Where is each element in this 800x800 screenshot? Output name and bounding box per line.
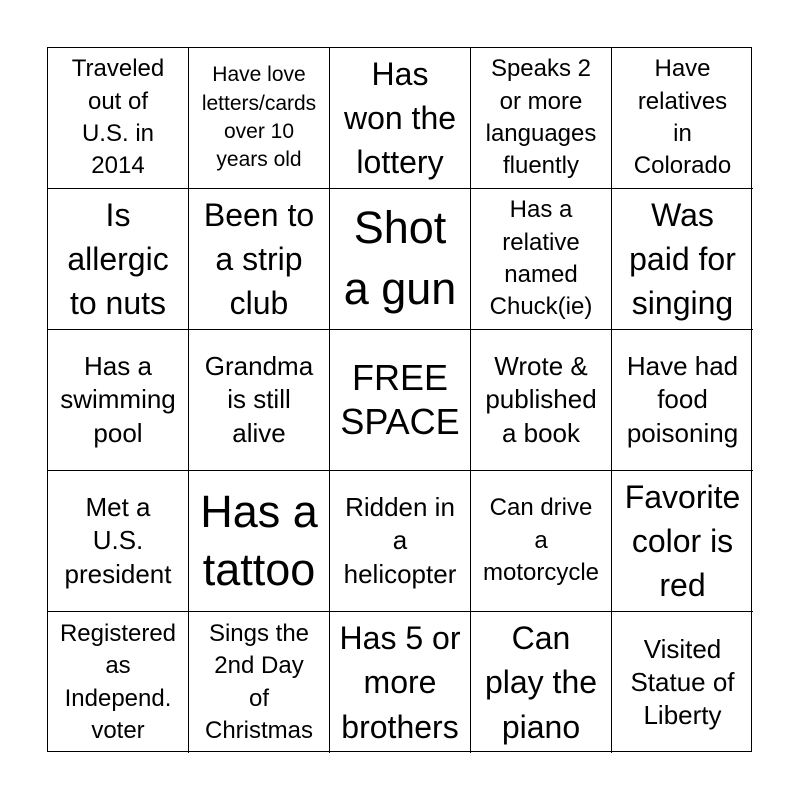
bingo-cell-r4c2[interactable] bbox=[189, 471, 330, 612]
bingo-cell-text: Visited Statue of Liberty bbox=[630, 633, 735, 731]
bingo-cell-text: Grandma is still alive bbox=[204, 351, 314, 448]
bingo-cell-text: Was paid for singing bbox=[629, 196, 736, 322]
bingo-cell-text: Has won the lottery bbox=[343, 55, 457, 181]
bingo-cell-text: Ridden in a helicopter bbox=[343, 492, 457, 589]
bingo-cell-text: Wrote & published a book bbox=[485, 351, 597, 448]
bingo-cell-r2c3[interactable] bbox=[330, 189, 471, 330]
bingo-cell-r4c1[interactable] bbox=[48, 471, 189, 612]
bingo-cell-r1c4[interactable] bbox=[471, 48, 612, 189]
bingo-cell-text: Has a tattoo bbox=[200, 486, 318, 595]
bingo-cell-r1c3[interactable] bbox=[330, 48, 471, 189]
bingo-cell-text: Has a swimming pool bbox=[60, 351, 176, 448]
bingo-cell-r5c1[interactable] bbox=[48, 612, 189, 753]
bingo-cell-text: Is allergic to nuts bbox=[67, 196, 169, 322]
bingo-cell-text: Been to a strip club bbox=[203, 196, 315, 322]
bingo-cell-r2c5[interactable] bbox=[612, 189, 753, 330]
bingo-cell-r5c5[interactable] bbox=[612, 612, 753, 753]
bingo-cell-text: Sings the 2nd Day of Christmas bbox=[204, 619, 313, 744]
bingo-cell-text: Have relatives in Colorado bbox=[633, 55, 732, 180]
bingo-cell-text: Traveled out of U.S. in 2014 bbox=[71, 55, 165, 180]
bingo-cell-text: Speaks 2 or more languages fluently bbox=[485, 55, 597, 180]
bingo-board bbox=[47, 47, 752, 752]
bingo-cell-text: Shot a gun bbox=[343, 202, 457, 314]
bingo-cell-text: Have love letters/cards over 10 years old bbox=[201, 63, 317, 172]
bingo-cell-r3c1[interactable] bbox=[48, 330, 189, 471]
bingo-cell-text: Can drive a motorcycle bbox=[482, 494, 600, 587]
bingo-cell-r2c4[interactable] bbox=[471, 189, 612, 330]
bingo-cell-text: Registered as Independ. voter bbox=[59, 619, 177, 744]
bingo-cell-text: Has a relative named Chuck(ie) bbox=[489, 196, 593, 321]
bingo-cell-r1c1[interactable] bbox=[48, 48, 189, 189]
bingo-cell-text: Met a U.S. president bbox=[64, 492, 172, 589]
bingo-cell-r3c5[interactable] bbox=[612, 330, 753, 471]
bingo-cell-text: Have had food poisoning bbox=[626, 351, 739, 448]
bingo-cell-r3c3[interactable] bbox=[330, 330, 471, 471]
bingo-cell-r1c2[interactable] bbox=[189, 48, 330, 189]
bingo-cell-r4c3[interactable] bbox=[330, 471, 471, 612]
bingo-cell-r5c2[interactable] bbox=[189, 612, 330, 753]
bingo-cell-r4c4[interactable] bbox=[471, 471, 612, 612]
bingo-cell-r3c4[interactable] bbox=[471, 330, 612, 471]
bingo-cell-r2c1[interactable] bbox=[48, 189, 189, 330]
free-space-text: FREE SPACE bbox=[340, 357, 460, 442]
bingo-cell-r1c5[interactable] bbox=[612, 48, 753, 189]
bingo-cell-text: Favorite color is red bbox=[624, 478, 741, 604]
bingo-cell-r2c2[interactable] bbox=[189, 189, 330, 330]
bingo-cell-text: Has 5 or more brothers bbox=[339, 620, 461, 745]
bingo-cell-r5c4[interactable] bbox=[471, 612, 612, 753]
bingo-cell-r3c2[interactable] bbox=[189, 330, 330, 471]
bingo-cell-r5c3[interactable] bbox=[330, 612, 471, 753]
bingo-cell-text: Can play the piano bbox=[484, 620, 598, 745]
bingo-cell-r4c5[interactable] bbox=[612, 471, 753, 612]
